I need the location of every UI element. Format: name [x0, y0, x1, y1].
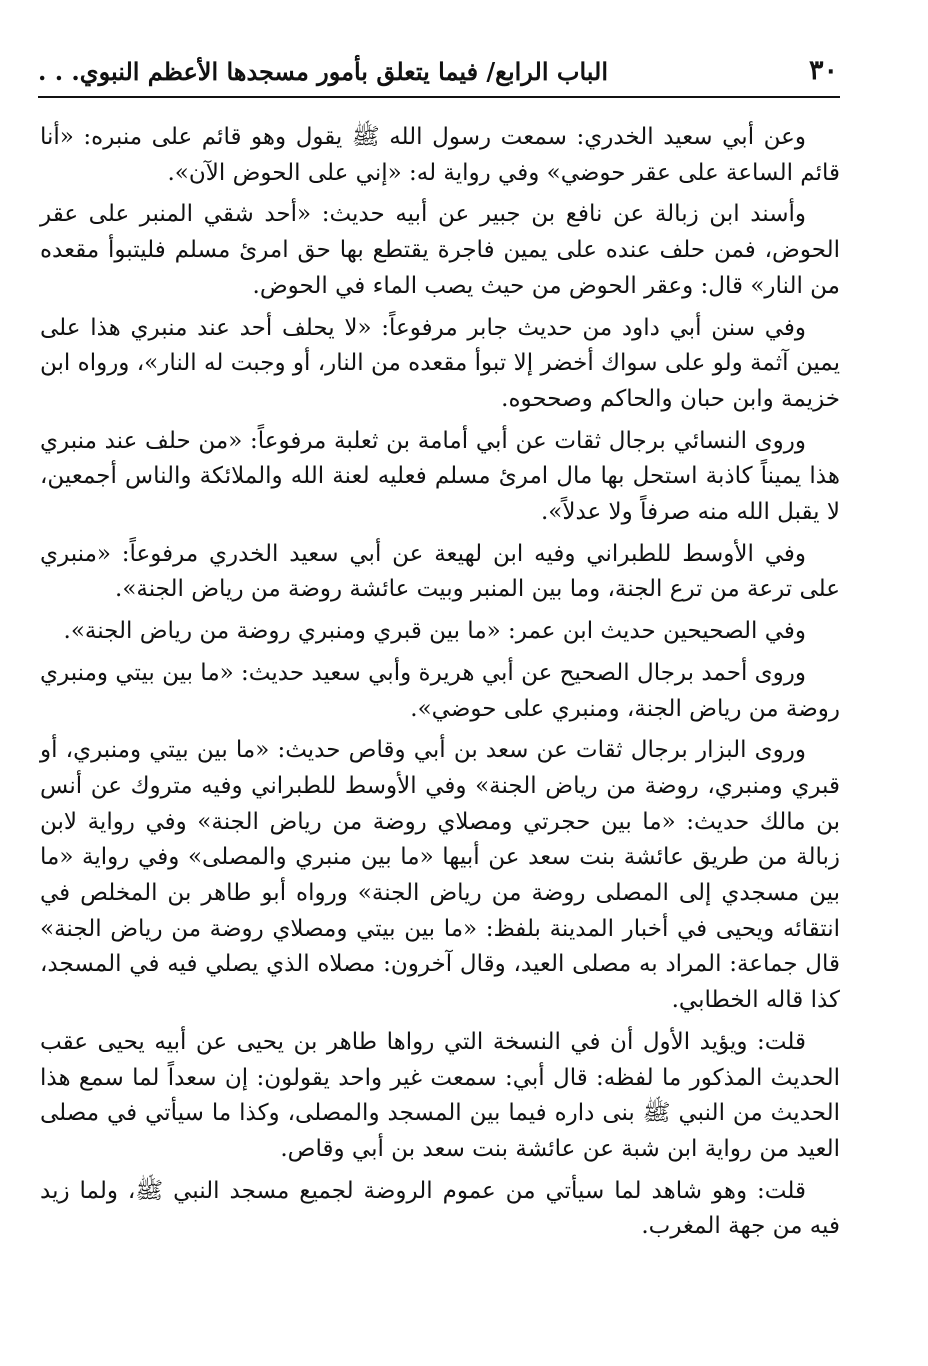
paragraph-4: وروى النسائي برجال ثقات عن أبي أمامة بن ثعلبة مرفوعاً: «من حلف عند منبري هذا يميناً كاذبة استحل بها مال امرئ مسلم فعليه لعنة الله والملائكة والناس أجمعين، لا يقبل الله منه صرفاً ولا عدلاً». — [40, 427, 840, 526]
paragraph-6: وفي الصحيحين حديث ابن عمر: «ما بين قبري ومنبري روضة من رياض الجنة». — [63, 618, 806, 645]
paragraph-7: وروى أحمد برجال الصحيح عن أبي هريرة وأبي سعيد حديث: «ما بين بيتي ومنبري روضة من رياض الجنة، ومنبري على حوضي». — [40, 659, 840, 722]
paragraph-10: قلت: وهو شاهد لما سيأتي من عموم الروضة لجميع مسجد النبي ﷺ، ولما زيد فيه من جهة المغرب. — [40, 1177, 840, 1240]
page-header — [38, 52, 838, 92]
body-text — [40, 120, 840, 1251]
running-head: الباب الرابع/ فيما يتعلق بأمور مسجدها الأعظم النبوي. . . — [38, 57, 609, 86]
paragraph-8: وروى البزار برجال ثقات عن سعد بن أبي وقاص حديث: «ما بين بيتي ومنبري، أو قبري ومنبري، روضة من رياض الجنة» وفي الأوسط للطبراني وفيه متروك عن أنس بن مالك حديث: «ما بين حجرتي ومصلاي روضة من رياض الجنة» وفي رواية لابن زبالة من طريق عائشة بنت سعد عن أبيها «ما بين منبري والمصلى» وفي رواية «ما بين مسجدي إلى المصلى روضة من رياض الجنة» ورواه أبو طاهر بن المخلص في انتقائه ويحيى في أخبار المدينة بلفظ: «ما بين بيتي ومصلاي روضة من رياض الجنة» قال جماعة: المراد به مصلى العيد، وقال آخرون: مصلاه الذي يصلي فيه في المسجد، كذا قاله الخطابي. — [40, 737, 840, 1014]
paragraph-9: قلت: ويؤيد الأول أن في النسخة التي رواها طاهر بن يحيى عن أبيه يحيى عقب الحديث المذكور ما لفظه: قال أبي: سمعت غير واحد يقولون: إن سعداً لما سمع هذا الحديث من النبي ﷺ بنى داره فيما بين المسجد والمصلى، وكذا ما سيأتي في مصلى العيد من رواية ابن شبة عن عائشة بنت سعد بن أبي وقاص. — [40, 1028, 840, 1162]
paragraph-3: وفي سنن أبي داود من حديث جابر مرفوعاً: «لا يحلف أحد عند منبري هذا على يمين آثمة ولو على سواك أخضر إلا تبوأ مقعده من النار، أو وجبت له النار»، ورواه ابن خزيمة وابن حبان والحاكم وصححوه. — [40, 314, 840, 412]
paragraph-1: وعن أبي سعيد الخدري: سمعت رسول الله ﷺ يقول وهو قائم على منبره: «أنا قائم الساعة على عقر حوضي» وفي رواية له: «إني على الحوض الآن». — [40, 124, 840, 186]
paragraph-5: وفي الأوسط للطبراني وفيه ابن لهيعة عن أبي سعيد الخدري مرفوعاً: «منبري على ترعة من ترع الجنة، وما بين المنبر وبيت عائشة روضة من رياض الجنة». — [40, 540, 840, 603]
paragraph-2: وأسند ابن زبالة عن نافع بن جبير عن أبيه حديث: «أحد شقي المنبر على عقر الحوض، فمن حلف عنده على يمين فاجرة يقتطع بها حق امرئ مسلم فليتبوأ مقعده من النار» قال: وعقر الحوض من حيث يصب الماء في الحوض. — [40, 201, 840, 299]
header-rule — [38, 96, 840, 98]
page-number: ٣٠ — [808, 55, 838, 86]
